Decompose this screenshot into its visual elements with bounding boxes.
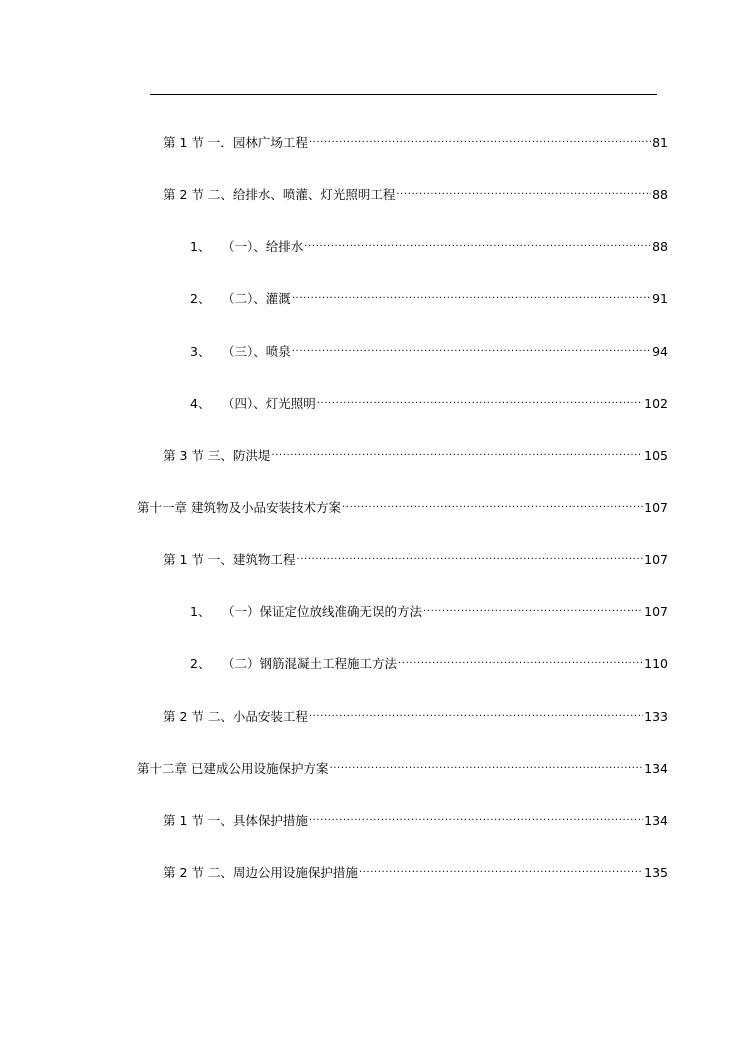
toc-entry[interactable] xyxy=(163,444,668,464)
dot-leader xyxy=(309,809,643,825)
toc-entry[interactable] xyxy=(190,652,668,672)
toc-page-number: 88 xyxy=(652,239,668,254)
toc-page-number: 91 xyxy=(652,291,668,306)
toc-entry[interactable] xyxy=(190,340,668,360)
toc-entry-title: 第 2 节 二、小品安装工程 xyxy=(163,709,308,724)
toc-entry[interactable] xyxy=(190,392,668,412)
toc-entry-title: 第 1 节 一．园林广场工程 xyxy=(163,135,308,150)
toc-entry[interactable] xyxy=(163,705,668,725)
dot-leader xyxy=(292,340,651,356)
dot-leader xyxy=(309,705,643,721)
toc-page-number: 134 xyxy=(644,761,668,776)
toc-entry-title: 第 1 节 一、建筑物工程 xyxy=(163,552,296,567)
toc-entry[interactable] xyxy=(190,287,668,307)
toc-entry-number: 2、 xyxy=(190,656,211,671)
toc-entry-number: 4、 xyxy=(190,396,211,411)
dot-leader xyxy=(329,757,643,773)
toc-page-number: 81 xyxy=(652,135,668,150)
toc-entry-number: 3、 xyxy=(190,344,211,359)
toc-entry[interactable] xyxy=(190,600,668,620)
toc-page-number: 94 xyxy=(652,344,668,359)
toc-page-number: 110 xyxy=(644,656,668,671)
toc-entry-number: 1、 xyxy=(190,239,211,254)
dot-leader xyxy=(292,287,651,303)
toc-page-number: 107 xyxy=(644,500,668,515)
toc-entry[interactable] xyxy=(163,548,668,568)
dot-leader xyxy=(359,861,643,877)
toc-entry-title: 第 2 节 二、给排水、喷灌、灯光照明工程 xyxy=(163,187,396,202)
toc-entry-label: （一）、给排水 xyxy=(222,239,304,254)
dot-leader xyxy=(423,600,643,616)
toc-entry[interactable] xyxy=(163,131,668,151)
dot-leader xyxy=(309,131,651,147)
toc-page-number: 105 xyxy=(644,448,668,463)
toc-entry-title: 第 1 节 一、具体保护措施 xyxy=(163,813,308,828)
toc-entry-number: 2、 xyxy=(190,291,211,306)
toc-entry[interactable] xyxy=(163,809,668,829)
dot-leader xyxy=(342,496,643,512)
toc-page-number: 107 xyxy=(644,552,668,567)
toc-page-number: 135 xyxy=(644,865,668,880)
dot-leader xyxy=(271,444,643,460)
toc-entry-title xyxy=(190,291,291,307)
toc-page-number: 133 xyxy=(644,709,668,724)
toc-entry-title xyxy=(190,344,291,360)
toc-entry[interactable] xyxy=(163,183,668,203)
toc-entry-title xyxy=(190,396,316,412)
toc-page-number: 107 xyxy=(644,604,668,619)
dot-leader xyxy=(296,548,643,564)
toc-entry-title: 第 3 节 三、防洪堤 xyxy=(163,448,271,463)
dot-leader xyxy=(317,392,643,408)
toc-entry-title xyxy=(190,656,397,672)
toc-entry[interactable] xyxy=(163,861,668,881)
toc-entry-title: 第十一章 建筑物及小品安装技术方案 xyxy=(137,500,341,515)
toc-entry-label: （四）、灯光照明 xyxy=(222,396,316,411)
toc-entry[interactable] xyxy=(190,235,668,255)
toc-entry[interactable] xyxy=(137,496,668,516)
toc-entry-title xyxy=(190,239,303,255)
toc-entry-label: （三）、喷泉 xyxy=(222,344,291,359)
toc-entry-title: 第 2 节 二、周边公用设施保护措施 xyxy=(163,865,358,880)
toc-page-number: 134 xyxy=(644,813,668,828)
dot-leader xyxy=(398,652,643,668)
toc-page-number: 102 xyxy=(644,396,668,411)
toc-entry-title xyxy=(190,604,422,620)
toc-entry-title: 第十二章 已建成公用设施保护方案 xyxy=(137,761,329,776)
toc-entry-label: （二）、灌溉 xyxy=(222,291,291,306)
toc-page-number: 88 xyxy=(652,187,668,202)
toc-entry[interactable] xyxy=(137,757,668,777)
dot-leader xyxy=(396,183,651,199)
toc-entry-number: 1、 xyxy=(190,604,211,619)
toc-entry-label: （一）保证定位放线准确无误的方法 xyxy=(222,604,423,619)
toc-entry-label: （二）钢筋混凝土工程施工方法 xyxy=(222,656,398,671)
dot-leader xyxy=(304,235,651,251)
